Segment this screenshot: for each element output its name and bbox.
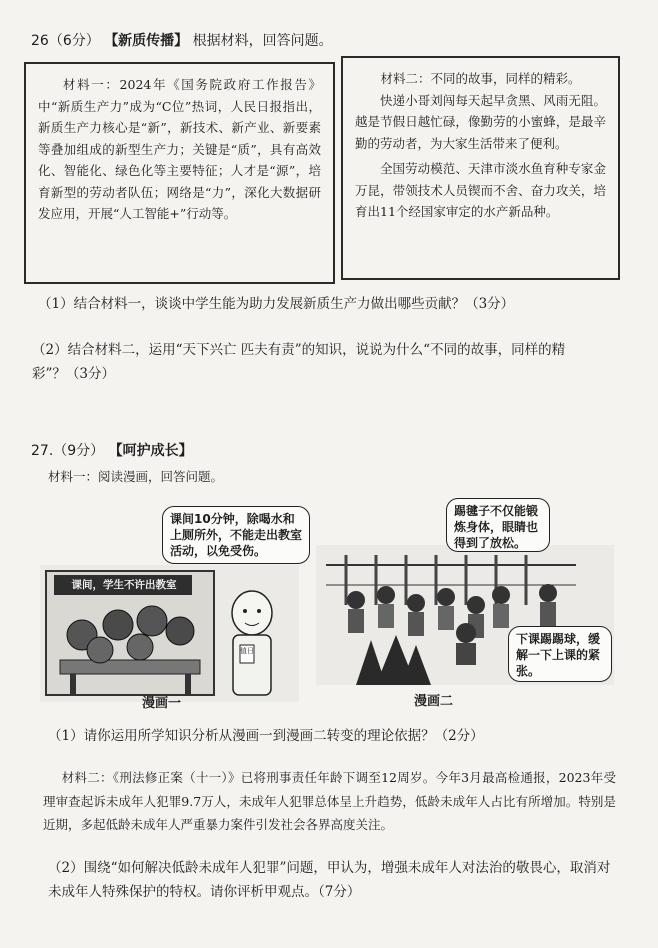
q27-number: 27.（9分）	[31, 443, 105, 459]
q27-sub1: （1）请你运用所学知识分析从漫画一到漫画二转变的理论依据？（2分）	[48, 728, 484, 744]
q26-instruction: 根据材料，回答问题。	[192, 33, 333, 49]
q26-material1-text: 材料一：2024年《国务院政府工作报告》中“新质生产力”成为“C位”热词，人民日报指出，新质生产力核心是“新”，新技术、新产业、新要素等叠加组成的新型生产力；关键是“质”，具有高效化、智能化、绿色化等主要特征；人才是“源”，培育新型的劳动者队伍；网络是“力”，深化大数据研发应用，开展“人工智能+”行动等。	[38, 77, 321, 221]
cartoon-two-caption: 漫画二	[414, 694, 454, 709]
q26-number: 26（6分）	[31, 33, 100, 49]
cartoon-one-caption: 漫画一	[142, 696, 182, 711]
q27-sub2: （2）围绕“如何解决低龄未成年人犯罪”问题，甲认为，增强未成年人对法治的敬畏心，取消对未成年人特殊保护的特权。请你评析甲观点。（7分）	[48, 860, 611, 900]
cartoon-one	[40, 565, 299, 702]
q26-sub1: （1）结合材料一，谈谈中学生能为助力发展新质生产力做出哪些贡献？（3分）	[38, 296, 515, 312]
q26-sub2: （2）结合材料二，运用“天下兴亡 匹夫有责”的知识，说说为什么“不同的故事，同样的精彩”？（3分）	[32, 342, 566, 382]
q26-material1-box	[24, 62, 335, 284]
q26-material2-p1: 快递小哥刘闯每天起早贪黑、风雨无阻。越是节假日越忙碌，像勤劳的小蜜蜂，是最辛勤的劳动者，为大家生活带来了便利。	[355, 92, 606, 151]
q27-material1-intro: 材料一：阅读漫画，回答问题。	[48, 469, 224, 484]
q26-header	[31, 30, 333, 50]
cartoon-one-speech-bubble: 课间10分钟，除喝水和上厕所外，不能走出教室活动，以免受伤。	[162, 506, 310, 564]
duty-badge: 值日	[240, 647, 254, 655]
q27-material2: 材料二：《刑法修正案（十一）》已将刑事责任年龄下调至12周岁。今年3月最高检通报，2023年受理审查起诉未成年人犯罪9.7万人，未成年人犯罪总体呈上升趋势，低龄未成年人占比有所增加。特别是近期，多起低龄未成年人严重暴力案件引发社会各界高度关注。	[43, 770, 616, 832]
cartoon-two-speech-bubble-bottom: 下课踢踢球，缓解一下上课的紧张。	[508, 626, 612, 682]
q26-material2-box	[341, 56, 620, 280]
q27-tag: 【呵护成长】	[108, 443, 193, 459]
q27-header	[31, 440, 193, 460]
q26-material2-title: 材料二：不同的故事，同样的精彩。	[380, 71, 581, 86]
classroom-sign: 课间，学生不许出教室	[71, 579, 177, 591]
q26-tag: 【新质传播】	[104, 33, 189, 49]
q26-material2-p2: 全国劳动模范、天津市淡水鱼育种专家金万昆，带领技术人员锲而不舍、奋力攻关，培育出11个经国家审定的水产新品种。	[355, 161, 606, 219]
cartoon-two-speech-bubble-top: 踢毽子不仅能锻炼身体，眼睛也得到了放松。	[446, 498, 550, 552]
